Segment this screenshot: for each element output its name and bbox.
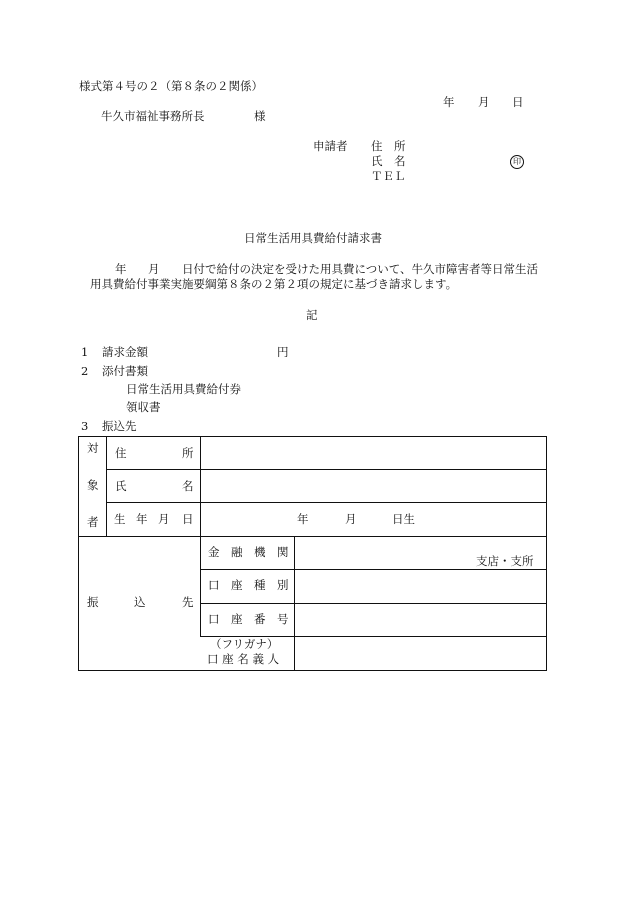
- body-month-label: 月: [148, 262, 160, 276]
- subject-char-2: 象: [87, 478, 99, 492]
- date-month-label: 月: [478, 95, 490, 109]
- account-holder-label: 口 座 名 義 人: [207, 652, 280, 666]
- item-1-unit: 円: [277, 345, 289, 359]
- item-1-number: 1: [81, 345, 89, 359]
- birth-day-label: 日生: [392, 512, 415, 526]
- applicant-name-label: 氏 名: [371, 154, 406, 168]
- branch-text: 支店・支所: [476, 554, 534, 568]
- addressee-honorific: 様: [254, 109, 266, 123]
- birth-label-char-3: 月: [158, 512, 170, 526]
- applicant-label: 申請者: [313, 139, 348, 153]
- birth-month-label: 月: [345, 512, 357, 526]
- body-line-1: 日付で給付の決定を受けた用具費について、牛久市障害者等日常生活: [182, 262, 539, 276]
- birth-label-char-1: 生: [114, 512, 126, 526]
- birth-label-char-4: 日: [182, 512, 194, 526]
- subject-char-3: 者: [87, 515, 99, 529]
- name-label-char-1: 氏: [115, 479, 127, 493]
- date-day-label: 日: [512, 95, 524, 109]
- date-year-label: 年: [443, 95, 455, 109]
- body-year-label: 年: [115, 262, 127, 276]
- transfer-char-1: 振: [87, 595, 99, 609]
- form-number: 様式第４号の２（第８条の２関係）: [79, 79, 263, 93]
- transfer-char-2: 込: [134, 595, 146, 609]
- item-3-number: 3: [81, 419, 89, 433]
- bank-label: 金 融 機 関: [208, 545, 289, 559]
- attachment-2: 領収書: [126, 400, 161, 414]
- item-1-label: 請求金額: [102, 345, 148, 359]
- attachment-1: 日常生活用具費給付券: [126, 382, 241, 396]
- item-2-number: 2: [81, 364, 89, 378]
- account-number-label: 口 座 番 号: [208, 612, 289, 626]
- birth-year-label: 年: [297, 512, 309, 526]
- name-label-char-2: 名: [182, 479, 194, 493]
- applicant-tel-label: ＴＥＬ: [371, 169, 406, 183]
- birth-label-char-2: 年: [136, 512, 148, 526]
- document-title: 日常生活用具費給付請求書: [244, 231, 382, 245]
- address-label-char-1: 住: [115, 446, 127, 460]
- item-2-label: 添付書類: [102, 364, 148, 378]
- subject-char-1: 対: [87, 441, 99, 455]
- account-type-label: 口 座 種 別: [208, 578, 289, 592]
- applicant-address-label: 住 所: [371, 139, 406, 153]
- transfer-char-3: 先: [182, 595, 194, 609]
- ki-label: 記: [306, 308, 318, 322]
- furigana-label: （フリガナ）: [210, 637, 279, 651]
- body-line-2: 用具費給付事業実施要綱第８条の２第２項の規定に基づき請求します。: [90, 277, 458, 291]
- addressee-office: 牛久市福祉事務所長: [101, 109, 205, 123]
- item-3-label: 振込先: [102, 419, 137, 433]
- seal-mark: 印: [510, 155, 524, 169]
- address-label-char-2: 所: [182, 446, 194, 460]
